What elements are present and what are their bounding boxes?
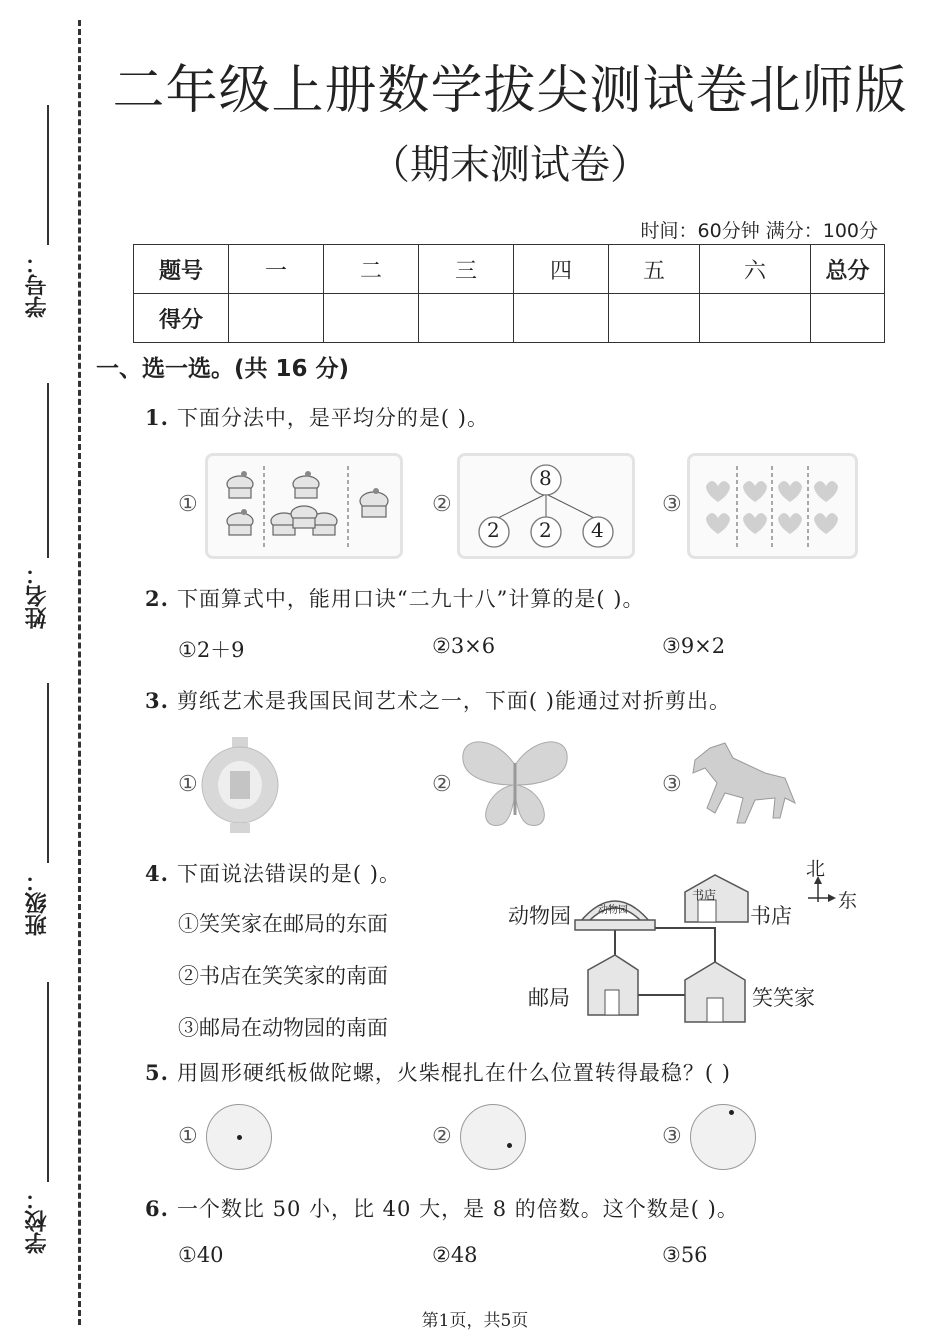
- option-marker: ③: [662, 492, 682, 517]
- zoo-sign: 动物园: [598, 905, 628, 916]
- point-dot: [729, 1110, 734, 1115]
- point-dot: [237, 1135, 242, 1140]
- number-tree-picture: [457, 453, 635, 559]
- map-label-post-office: 邮局: [528, 986, 570, 1010]
- table-cell: 三: [419, 245, 514, 294]
- page-subtitle: （期末测试卷）: [370, 142, 650, 188]
- school-label: 学校：: [25, 1188, 50, 1254]
- question-text: 剪纸艺术是我国民间艺术之一，下面( )能通过对折剪出。: [176, 689, 731, 713]
- name-label: 姓名：: [25, 563, 50, 629]
- page-footer: 第1页，共5页: [421, 1311, 529, 1331]
- answer-option[interactable]: ②48: [432, 1243, 478, 1267]
- question-1: [145, 402, 489, 432]
- answer-option[interactable]: ②3×6: [432, 634, 496, 658]
- question-number: 1.: [145, 405, 169, 430]
- class-line: [47, 683, 49, 863]
- school-line: [47, 982, 49, 1182]
- table-cell: 四: [514, 245, 609, 294]
- question-text: 下面分法中，是平均分的是( )。: [176, 406, 489, 430]
- score-cell[interactable]: [609, 294, 700, 343]
- question-number: 3.: [145, 688, 169, 713]
- answer-option[interactable]: ③9×2: [662, 634, 726, 658]
- hearts-icon: [690, 456, 855, 556]
- page-title: 二年级上册数学拔尖测试卷北师版: [112, 61, 908, 121]
- score-cell[interactable]: [419, 294, 514, 343]
- tree-number: 2: [539, 518, 552, 542]
- question-4: [145, 858, 401, 888]
- table-cell: 题号: [134, 245, 229, 294]
- option-marker: ③: [662, 772, 682, 797]
- score-cell[interactable]: [514, 294, 609, 343]
- answer-option[interactable]: ③56: [662, 1243, 708, 1267]
- question-text: 下面说法错误的是( )。: [176, 862, 401, 886]
- map-label-bookstore: 书店: [750, 904, 792, 928]
- question-text: 一个数比 50 小，比 40 大，是 8 的倍数。这个数是( )。: [176, 1197, 739, 1221]
- option-marker: ②: [432, 772, 452, 797]
- butterfly-papercut-icon: [455, 735, 575, 835]
- section-heading: 一、选一选。(共 16 分): [96, 356, 350, 382]
- direction-map: [500, 850, 860, 1035]
- map-label-zoo: 动物园: [508, 904, 571, 928]
- option-marker: ①: [178, 492, 198, 517]
- hearts-division-picture: [687, 453, 858, 559]
- score-table-header-row: [134, 245, 885, 294]
- student-id-label: 学号：: [25, 252, 50, 318]
- answer-option[interactable]: ②书店在笑笑家的南面: [178, 964, 388, 988]
- option-marker: ③: [662, 1124, 682, 1149]
- compass-east: 东: [838, 890, 858, 912]
- disc-offset-point[interactable]: [460, 1104, 526, 1170]
- score-cell[interactable]: [700, 294, 811, 343]
- tree-number: 8: [539, 466, 552, 490]
- option-marker: ①: [178, 1124, 198, 1149]
- score-cell[interactable]: [811, 294, 885, 343]
- disc-center-point[interactable]: [206, 1104, 272, 1170]
- option-marker: ②: [432, 1124, 452, 1149]
- horse-papercut-icon: [685, 738, 800, 833]
- cupcakes-icon: [208, 456, 400, 556]
- question-5: [145, 1057, 731, 1087]
- point-dot: [507, 1143, 512, 1148]
- question-number: 6.: [145, 1196, 169, 1221]
- answer-option[interactable]: ①2＋9: [178, 638, 245, 662]
- score-table: [133, 244, 885, 343]
- class-label: 班级：: [25, 870, 50, 936]
- question-3: [145, 685, 731, 715]
- question-6: [145, 1193, 739, 1223]
- table-cell: 总分: [811, 245, 885, 294]
- question-number: 4.: [145, 861, 169, 886]
- disc-edge-point[interactable]: [690, 1104, 756, 1170]
- question-2: [145, 583, 644, 613]
- map-label-home: 笑笑家: [752, 986, 815, 1010]
- answer-option[interactable]: ③邮局在动物园的南面: [178, 1016, 388, 1040]
- answer-option[interactable]: ①笑笑家在邮局的东面: [178, 912, 388, 936]
- compass-north: 北: [806, 858, 826, 880]
- time-score-info: 时间：60分钟 满分：100分: [640, 220, 878, 242]
- binding-dashed-line: [78, 20, 81, 1325]
- table-cell: 得分: [134, 294, 229, 343]
- bookstore-sign: 书店: [692, 888, 717, 902]
- question-text: 用圆形硬纸板做陀螺，火柴棍扎在什么位置转得最稳？( ): [176, 1061, 731, 1085]
- score-table-score-row: [134, 294, 885, 343]
- option-marker: ②: [432, 492, 452, 517]
- score-cell[interactable]: [229, 294, 324, 343]
- table-cell: 五: [609, 245, 700, 294]
- tree-number: 4: [591, 518, 604, 542]
- question-number: 5.: [145, 1060, 169, 1085]
- cupcake-division-picture: [205, 453, 403, 559]
- table-cell: 一: [229, 245, 324, 294]
- table-cell: 六: [700, 245, 811, 294]
- option-marker: ①: [178, 772, 198, 797]
- tree-number: 2: [487, 518, 500, 542]
- answer-option[interactable]: ①40: [178, 1243, 224, 1267]
- lantern-papercut-icon: [200, 735, 280, 835]
- name-line: [47, 383, 49, 558]
- score-cell[interactable]: [324, 294, 419, 343]
- question-text: 下面算式中，能用口诀“二九十八”计算的是( )。: [176, 587, 645, 611]
- question-number: 2.: [145, 586, 169, 611]
- table-cell: 二: [324, 245, 419, 294]
